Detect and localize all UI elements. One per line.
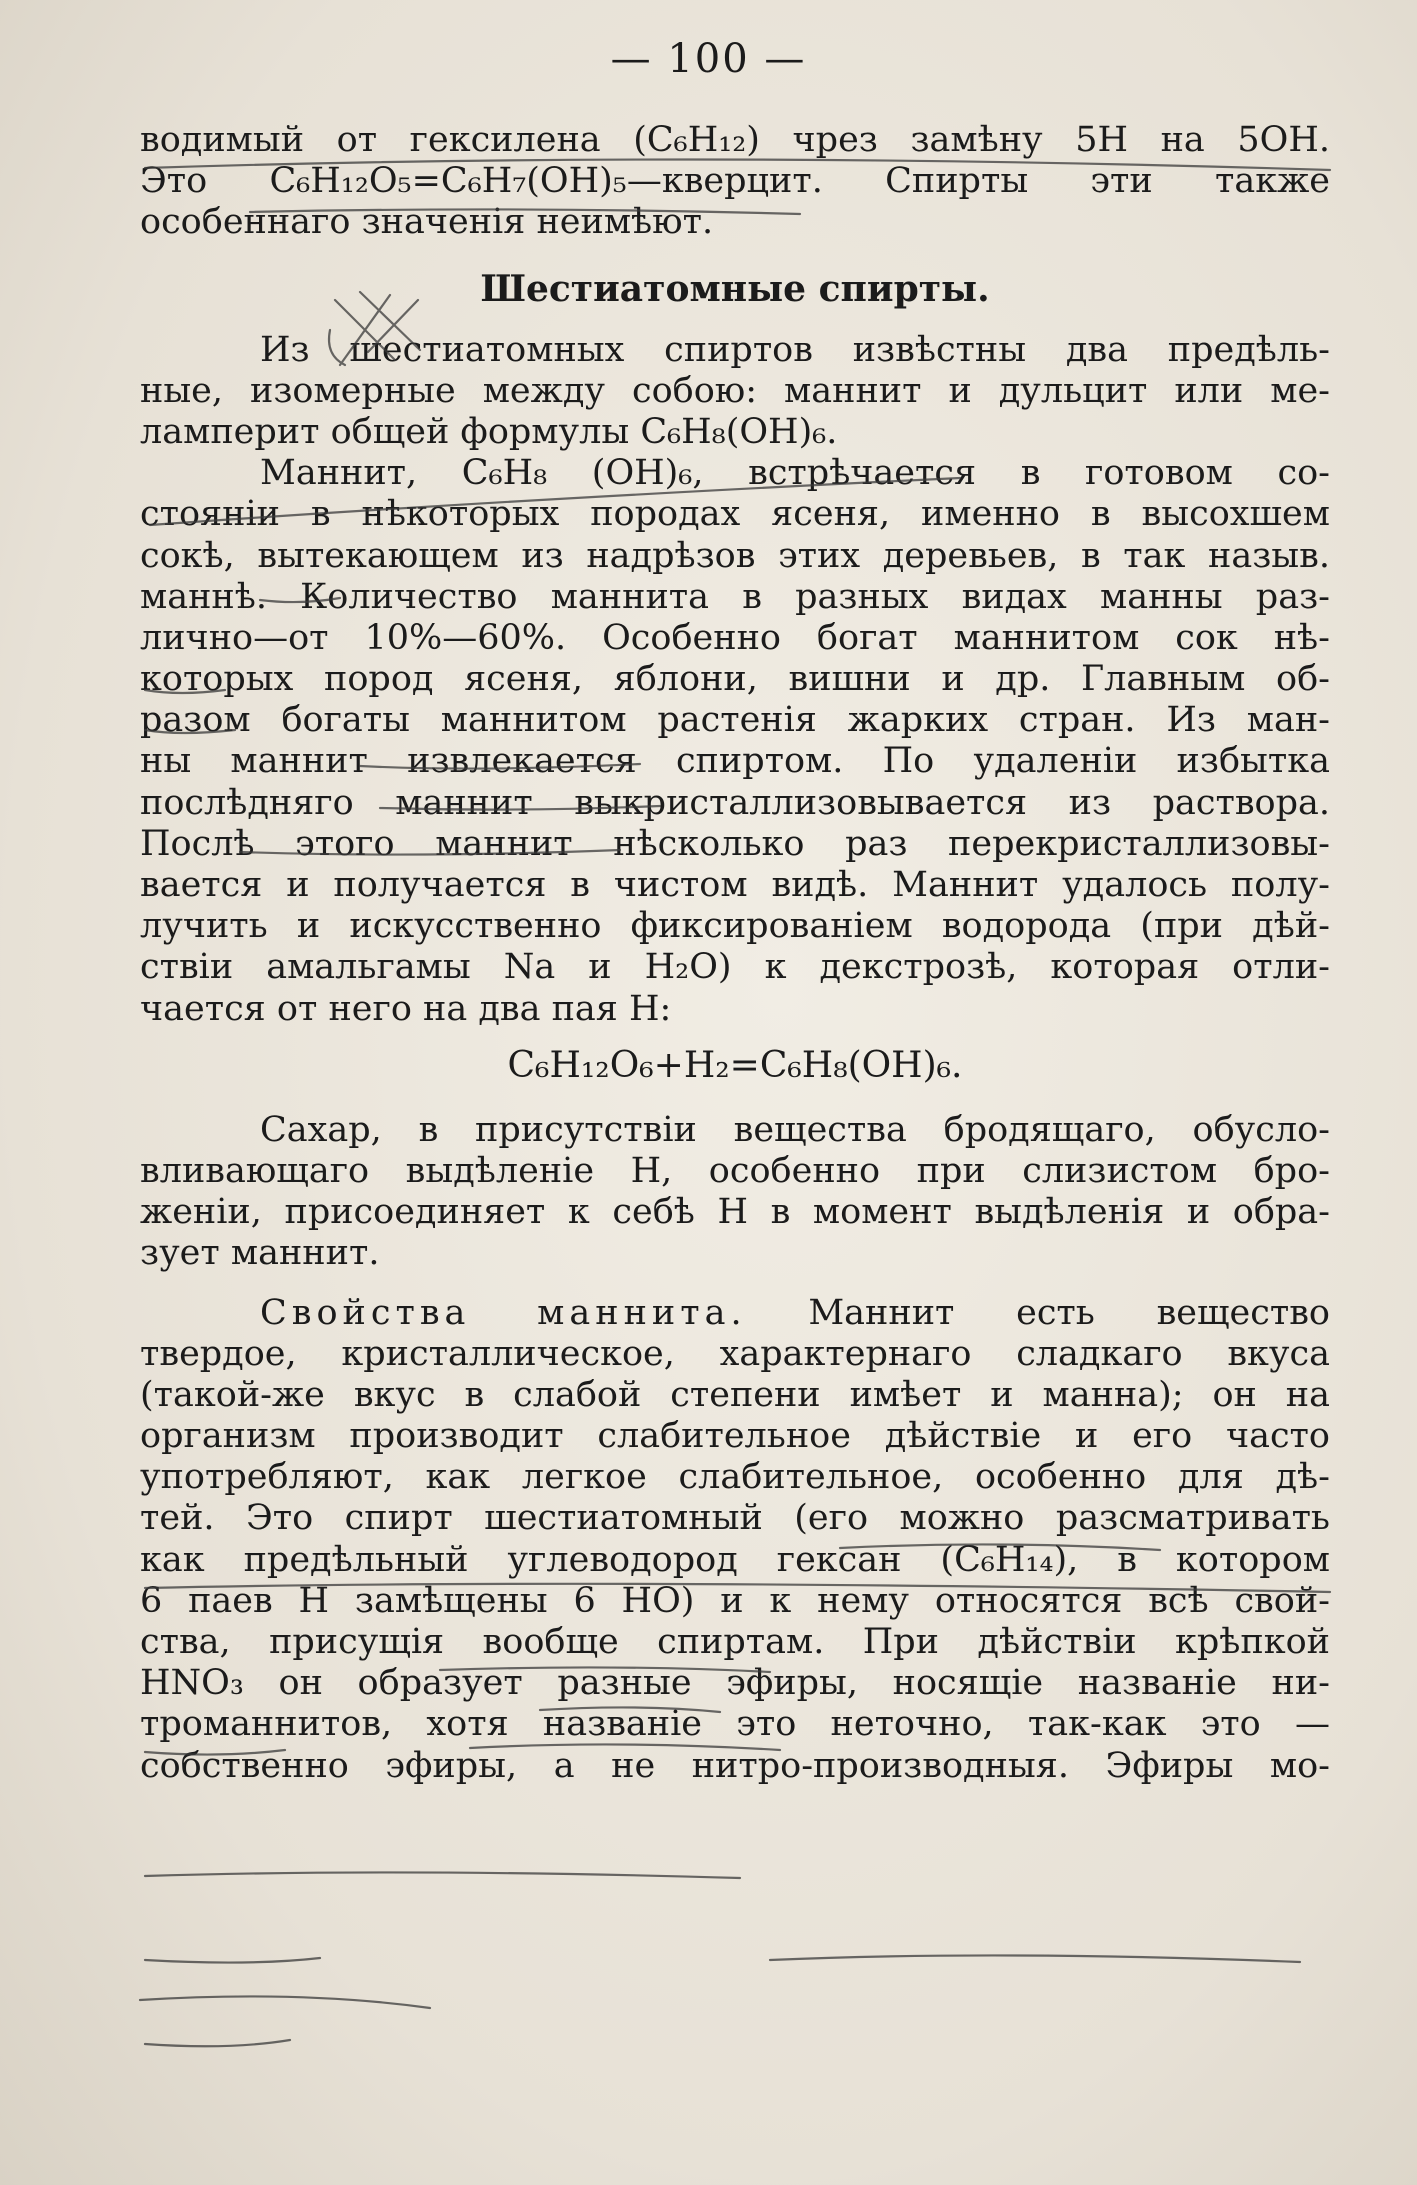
text-line: ные, изомерные между собою: маннит и дульцит или ме-: [140, 370, 1330, 411]
text-line: лично—от 10%—60%. Особенно богат маннитом сок нѣ-: [140, 617, 1330, 658]
text-line: Послѣ этого маннит нѣсколько раз перекристаллизовы-: [140, 823, 1330, 864]
text-line: которых пород ясеня, яблони, вишни и др. Главным об-: [140, 659, 1330, 700]
chemical-formula: C₆H₁₂O₆+H₂=C₆H₈(OH)₆.: [507, 1044, 963, 1086]
text-line: употребляют, как легкое слабительное, особенно для дѣ-: [140, 1457, 1330, 1498]
text-line: Это C₆H₁₂O₅=C₆H₇(OH)₅—кверцит. Спирты эти также: [140, 161, 1330, 202]
page-text: [140, 120, 1330, 1787]
text-line: ламперит общей формулы C₆H₈(OH)₆.: [140, 411, 838, 452]
text-line: сокѣ, вытекающем из надрѣзов этих деревьев, в так назыв.: [140, 535, 1330, 576]
text-line: чается от него на два пая H:: [140, 988, 672, 1029]
text-line: как предѣльный углеводород гексан (C₆H₁₄), в котором: [140, 1539, 1330, 1580]
text-line: тей. Это спирт шестиатомный (его можно разсматривать: [140, 1498, 1330, 1539]
text-line: Маннит, C₆H₈ (OH)₆, встрѣчается в готовом со-: [260, 453, 1330, 494]
text-line: послѣдняго маннит выкристаллизовывается из раствора.: [140, 782, 1330, 823]
text-line: (такой-же вкус в слабой степени имѣет и манна); он на: [140, 1374, 1330, 1415]
text-line: собственно эфиры, а не нитро-производныя. Эфиры мо-: [140, 1745, 1330, 1786]
text-line: водимый от гексилена (C₆H₁₂) чрез замѣну 5H на 5OH.: [140, 120, 1330, 160]
text-line: вается и получается в чистом видѣ. Маннит удалось полу-: [140, 865, 1330, 905]
text-line: твердое, кристаллическое, характернаго сладкаго вкуса: [140, 1333, 1330, 1374]
text-line: стояніи в нѣкоторых породах ясеня, именно в высохшем: [140, 494, 1330, 535]
properties-first-rest: Маннит есть вещество: [808, 1292, 1330, 1333]
text-line: женіи, присоединяет к себѣ H в момент выдѣленія и обра-: [140, 1192, 1330, 1233]
text-line: ны маннит извлекается спиртом. По удаленіи избытка: [140, 741, 1330, 782]
text-line: троманнитов, хотя названіе это неточно, так-как это —: [140, 1704, 1330, 1745]
text-line: особеннаго значенія неимѣют.: [140, 202, 714, 243]
text-line: зует маннит.: [140, 1233, 380, 1274]
section-heading: Шестиатомные спирты.: [480, 267, 990, 310]
text-line: организм производит слабительное дѣйствіе и его часто: [140, 1416, 1330, 1457]
text-line: ства, присущія вообще спиртам. При дѣйствіи крѣпкой: [140, 1622, 1330, 1662]
text-line: разом богаты маннитом растенія жарких стран. Из ман-: [140, 700, 1330, 741]
page-number: — 100 —: [610, 36, 807, 82]
text-line: [140, 1293, 1330, 1334]
text-line: ствіи амальгамы Na и H₂O) к декстрозѣ, которая отли-: [140, 947, 1330, 988]
text-line: маннѣ. Количество маннита в разных видах манны раз-: [140, 576, 1330, 617]
properties-label: Свойства маннита.: [260, 1292, 747, 1333]
text-line: вливающаго выдѣленіе H, особенно при слизистом бро-: [140, 1150, 1330, 1191]
text-line: HNO₃ он образует разные эфиры, носящіе названіе ни-: [140, 1663, 1330, 1704]
text-line: 6 паев H замѣщены 6 HO) и к нему относятся всѣ свой-: [140, 1580, 1330, 1621]
text-line: Сахар, в присутствіи вещества бродящаго, обусло-: [260, 1109, 1330, 1150]
text-line: лучить и искусственно фиксированіем водорода (при дѣй-: [140, 906, 1330, 947]
text-line: Из шестиатомных спиртов извѣстны два предѣль-: [260, 329, 1330, 370]
